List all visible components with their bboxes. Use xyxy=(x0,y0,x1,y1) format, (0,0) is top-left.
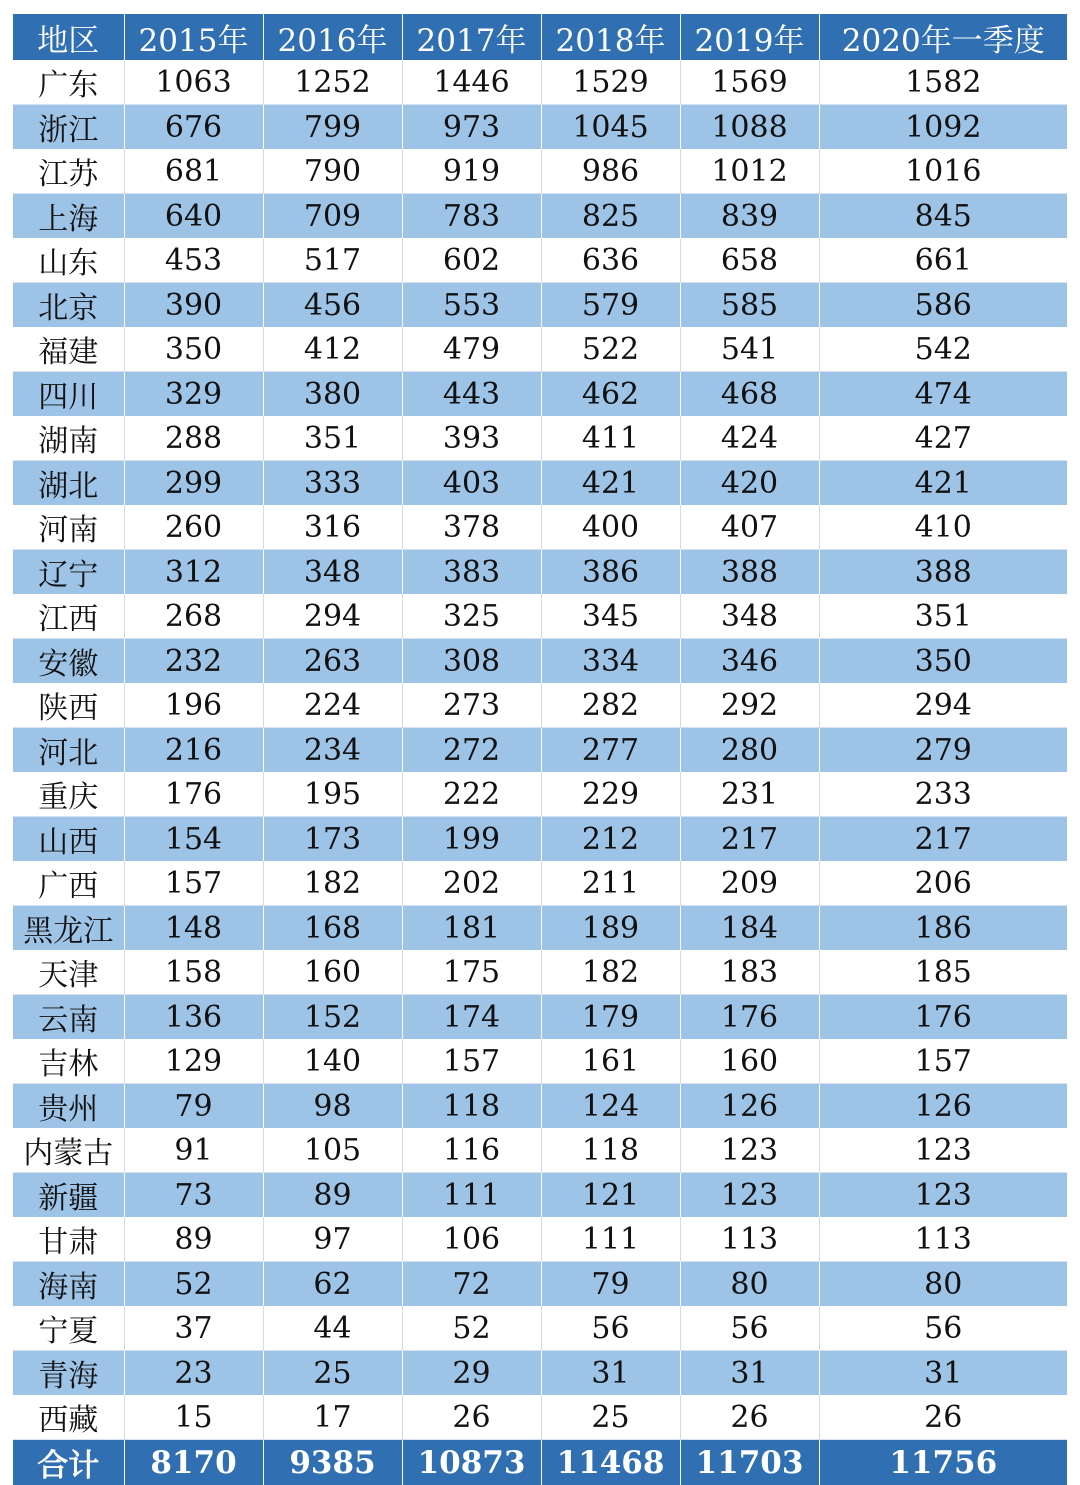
value-cell: 345 xyxy=(541,594,680,639)
value-cell: 56 xyxy=(541,1306,680,1351)
value-cell: 157 xyxy=(124,861,263,906)
table-row xyxy=(13,60,1067,105)
value-cell: 17 xyxy=(263,1395,402,1440)
region-cell: 西藏 xyxy=(13,1395,124,1440)
value-cell: 346 xyxy=(680,639,819,684)
value-cell: 919 xyxy=(402,149,541,194)
value-cell: 79 xyxy=(541,1262,680,1307)
value-cell: 709 xyxy=(263,194,402,239)
value-cell: 152 xyxy=(263,995,402,1040)
value-cell: 825 xyxy=(541,194,680,239)
value-cell: 211 xyxy=(541,861,680,906)
value-cell: 263 xyxy=(263,639,402,684)
value-cell: 541 xyxy=(680,327,819,372)
value-cell: 292 xyxy=(680,683,819,728)
value-cell: 123 xyxy=(680,1128,819,1173)
value-cell: 140 xyxy=(263,1039,402,1084)
value-cell: 31 xyxy=(541,1351,680,1396)
value-cell: 129 xyxy=(124,1039,263,1084)
value-cell: 56 xyxy=(819,1306,1067,1351)
value-cell: 1092 xyxy=(819,105,1067,150)
region-cell: 山西 xyxy=(13,817,124,862)
value-cell: 31 xyxy=(680,1351,819,1396)
value-cell: 98 xyxy=(263,1084,402,1129)
value-cell: 31 xyxy=(819,1351,1067,1396)
table-row xyxy=(13,772,1067,817)
value-cell: 676 xyxy=(124,105,263,150)
value-cell: 157 xyxy=(402,1039,541,1084)
value-cell: 288 xyxy=(124,416,263,461)
value-cell: 121 xyxy=(541,1173,680,1218)
value-cell: 199 xyxy=(402,817,541,862)
value-cell: 106 xyxy=(402,1217,541,1262)
total-label-cell: 合计 xyxy=(13,1440,124,1485)
value-cell: 420 xyxy=(680,461,819,506)
value-cell: 126 xyxy=(680,1084,819,1129)
value-cell: 348 xyxy=(680,594,819,639)
value-cell: 386 xyxy=(541,550,680,595)
value-cell: 658 xyxy=(680,238,819,283)
value-cell: 154 xyxy=(124,817,263,862)
value-cell: 15 xyxy=(124,1395,263,1440)
value-cell: 118 xyxy=(402,1084,541,1129)
value-cell: 160 xyxy=(680,1039,819,1084)
table-row xyxy=(13,1351,1067,1396)
value-cell: 388 xyxy=(819,550,1067,595)
table-row xyxy=(13,1217,1067,1262)
value-cell: 124 xyxy=(541,1084,680,1129)
value-cell: 212 xyxy=(541,817,680,862)
value-cell: 350 xyxy=(124,327,263,372)
table-row xyxy=(13,1173,1067,1218)
value-cell: 553 xyxy=(402,283,541,328)
total-value-cell: 10873 xyxy=(402,1440,541,1485)
value-cell: 282 xyxy=(541,683,680,728)
table-row xyxy=(13,594,1067,639)
table-row xyxy=(13,728,1067,773)
value-cell: 845 xyxy=(819,194,1067,239)
region-cell: 山东 xyxy=(13,238,124,283)
value-cell: 268 xyxy=(124,594,263,639)
value-cell: 1016 xyxy=(819,149,1067,194)
value-cell: 407 xyxy=(680,505,819,550)
value-cell: 421 xyxy=(819,461,1067,506)
region-cell: 内蒙古 xyxy=(13,1128,124,1173)
value-cell: 427 xyxy=(819,416,1067,461)
value-cell: 479 xyxy=(402,327,541,372)
value-cell: 217 xyxy=(680,817,819,862)
table-row xyxy=(13,861,1067,906)
value-cell: 52 xyxy=(402,1306,541,1351)
value-cell: 91 xyxy=(124,1128,263,1173)
region-cell: 河南 xyxy=(13,505,124,550)
value-cell: 522 xyxy=(541,327,680,372)
table-row xyxy=(13,149,1067,194)
region-cell: 青海 xyxy=(13,1351,124,1396)
region-cell: 福建 xyxy=(13,327,124,372)
value-cell: 312 xyxy=(124,550,263,595)
value-cell: 602 xyxy=(402,238,541,283)
table-row xyxy=(13,283,1067,328)
value-cell: 474 xyxy=(819,372,1067,417)
value-cell: 1446 xyxy=(402,60,541,105)
value-cell: 421 xyxy=(541,461,680,506)
value-cell: 113 xyxy=(819,1217,1067,1262)
value-cell: 351 xyxy=(819,594,1067,639)
value-cell: 681 xyxy=(124,149,263,194)
region-cell: 宁夏 xyxy=(13,1306,124,1351)
value-cell: 1582 xyxy=(819,60,1067,105)
value-cell: 1012 xyxy=(680,149,819,194)
value-cell: 308 xyxy=(402,639,541,684)
value-cell: 229 xyxy=(541,772,680,817)
value-cell: 196 xyxy=(124,683,263,728)
header-cell-year: 2019年 xyxy=(680,14,819,60)
value-cell: 105 xyxy=(263,1128,402,1173)
value-cell: 52 xyxy=(124,1262,263,1307)
value-cell: 224 xyxy=(263,683,402,728)
value-cell: 185 xyxy=(819,950,1067,995)
table-row xyxy=(13,1395,1067,1440)
header-row xyxy=(13,14,1067,60)
value-cell: 186 xyxy=(819,906,1067,951)
value-cell: 1045 xyxy=(541,105,680,150)
value-cell: 325 xyxy=(402,594,541,639)
table-row xyxy=(13,238,1067,283)
value-cell: 79 xyxy=(124,1084,263,1129)
value-cell: 586 xyxy=(819,283,1067,328)
region-cell: 河北 xyxy=(13,728,124,773)
value-cell: 26 xyxy=(680,1395,819,1440)
value-cell: 277 xyxy=(541,728,680,773)
value-cell: 62 xyxy=(263,1262,402,1307)
region-cell: 江西 xyxy=(13,594,124,639)
value-cell: 136 xyxy=(124,995,263,1040)
region-cell: 陕西 xyxy=(13,683,124,728)
value-cell: 189 xyxy=(541,906,680,951)
value-cell: 216 xyxy=(124,728,263,773)
value-cell: 234 xyxy=(263,728,402,773)
value-cell: 181 xyxy=(402,906,541,951)
value-cell: 26 xyxy=(819,1395,1067,1440)
header-cell-year: 2018年 xyxy=(541,14,680,60)
value-cell: 973 xyxy=(402,105,541,150)
table-row xyxy=(13,461,1067,506)
value-cell: 89 xyxy=(263,1173,402,1218)
value-cell: 783 xyxy=(402,194,541,239)
value-cell: 233 xyxy=(819,772,1067,817)
table-row xyxy=(13,639,1067,684)
value-cell: 585 xyxy=(680,283,819,328)
table-row xyxy=(13,416,1067,461)
table-row xyxy=(13,1039,1067,1084)
value-cell: 222 xyxy=(402,772,541,817)
value-cell: 333 xyxy=(263,461,402,506)
value-cell: 348 xyxy=(263,550,402,595)
region-cell: 天津 xyxy=(13,950,124,995)
region-cell: 新疆 xyxy=(13,1173,124,1218)
value-cell: 126 xyxy=(819,1084,1067,1129)
value-cell: 160 xyxy=(263,950,402,995)
value-cell: 383 xyxy=(402,550,541,595)
total-value-cell: 11468 xyxy=(541,1440,680,1485)
region-cell: 安徽 xyxy=(13,639,124,684)
value-cell: 176 xyxy=(680,995,819,1040)
value-cell: 184 xyxy=(680,906,819,951)
value-cell: 217 xyxy=(819,817,1067,862)
value-cell: 97 xyxy=(263,1217,402,1262)
value-cell: 173 xyxy=(263,817,402,862)
region-cell: 甘肃 xyxy=(13,1217,124,1262)
table-row xyxy=(13,505,1067,550)
value-cell: 206 xyxy=(819,861,1067,906)
table-row xyxy=(13,327,1067,372)
value-cell: 73 xyxy=(124,1173,263,1218)
value-cell: 1252 xyxy=(263,60,402,105)
table-row xyxy=(13,1306,1067,1351)
value-cell: 839 xyxy=(680,194,819,239)
table-row xyxy=(13,372,1067,417)
value-cell: 453 xyxy=(124,238,263,283)
value-cell: 209 xyxy=(680,861,819,906)
value-cell: 123 xyxy=(680,1173,819,1218)
value-cell: 790 xyxy=(263,149,402,194)
table-row xyxy=(13,817,1067,862)
value-cell: 350 xyxy=(819,639,1067,684)
value-cell: 294 xyxy=(819,683,1067,728)
value-cell: 25 xyxy=(263,1351,402,1396)
value-cell: 175 xyxy=(402,950,541,995)
region-cell: 广东 xyxy=(13,60,124,105)
total-value-cell: 8170 xyxy=(124,1440,263,1485)
table-row xyxy=(13,950,1067,995)
table-row xyxy=(13,1084,1067,1129)
table-body xyxy=(13,60,1067,1440)
value-cell: 378 xyxy=(402,505,541,550)
value-cell: 400 xyxy=(541,505,680,550)
value-cell: 299 xyxy=(124,461,263,506)
value-cell: 799 xyxy=(263,105,402,150)
region-cell: 云南 xyxy=(13,995,124,1040)
value-cell: 636 xyxy=(541,238,680,283)
value-cell: 179 xyxy=(541,995,680,1040)
value-cell: 329 xyxy=(124,372,263,417)
value-cell: 161 xyxy=(541,1039,680,1084)
value-cell: 174 xyxy=(402,995,541,1040)
table-footer xyxy=(13,1440,1067,1485)
value-cell: 1088 xyxy=(680,105,819,150)
value-cell: 517 xyxy=(263,238,402,283)
value-cell: 542 xyxy=(819,327,1067,372)
region-cell: 广西 xyxy=(13,861,124,906)
value-cell: 388 xyxy=(680,550,819,595)
header-cell-year: 2016年 xyxy=(263,14,402,60)
region-cell: 湖南 xyxy=(13,416,124,461)
table-row xyxy=(13,194,1067,239)
region-cell: 重庆 xyxy=(13,772,124,817)
header-cell-year: 2020年一季度 xyxy=(819,14,1067,60)
value-cell: 456 xyxy=(263,283,402,328)
region-cell: 四川 xyxy=(13,372,124,417)
value-cell: 640 xyxy=(124,194,263,239)
value-cell: 158 xyxy=(124,950,263,995)
value-cell: 1529 xyxy=(541,60,680,105)
table-row xyxy=(13,105,1067,150)
table-header xyxy=(13,14,1067,60)
region-cell: 吉林 xyxy=(13,1039,124,1084)
value-cell: 123 xyxy=(819,1128,1067,1173)
value-cell: 202 xyxy=(402,861,541,906)
value-cell: 168 xyxy=(263,906,402,951)
value-cell: 272 xyxy=(402,728,541,773)
data-table xyxy=(13,14,1067,1485)
value-cell: 986 xyxy=(541,149,680,194)
value-cell: 661 xyxy=(819,238,1067,283)
value-cell: 424 xyxy=(680,416,819,461)
table-row xyxy=(13,550,1067,595)
region-cell: 浙江 xyxy=(13,105,124,150)
value-cell: 443 xyxy=(402,372,541,417)
value-cell: 80 xyxy=(819,1262,1067,1307)
region-cell: 辽宁 xyxy=(13,550,124,595)
value-cell: 176 xyxy=(819,995,1067,1040)
value-cell: 279 xyxy=(819,728,1067,773)
value-cell: 113 xyxy=(680,1217,819,1262)
table-row xyxy=(13,1128,1067,1173)
total-value-cell: 11756 xyxy=(819,1440,1067,1485)
table-row xyxy=(13,683,1067,728)
value-cell: 72 xyxy=(402,1262,541,1307)
value-cell: 26 xyxy=(402,1395,541,1440)
table-row xyxy=(13,906,1067,951)
value-cell: 410 xyxy=(819,505,1067,550)
region-cell: 贵州 xyxy=(13,1084,124,1129)
region-cell: 北京 xyxy=(13,283,124,328)
value-cell: 80 xyxy=(680,1262,819,1307)
value-cell: 89 xyxy=(124,1217,263,1262)
value-cell: 29 xyxy=(402,1351,541,1396)
value-cell: 148 xyxy=(124,906,263,951)
value-cell: 123 xyxy=(819,1173,1067,1218)
value-cell: 403 xyxy=(402,461,541,506)
value-cell: 116 xyxy=(402,1128,541,1173)
value-cell: 176 xyxy=(124,772,263,817)
header-cell-year: 2017年 xyxy=(402,14,541,60)
value-cell: 1063 xyxy=(124,60,263,105)
value-cell: 183 xyxy=(680,950,819,995)
table-row xyxy=(13,1262,1067,1307)
value-cell: 390 xyxy=(124,283,263,328)
value-cell: 23 xyxy=(124,1351,263,1396)
value-cell: 393 xyxy=(402,416,541,461)
region-cell: 黑龙江 xyxy=(13,906,124,951)
value-cell: 579 xyxy=(541,283,680,328)
value-cell: 1569 xyxy=(680,60,819,105)
value-cell: 118 xyxy=(541,1128,680,1173)
region-cell: 海南 xyxy=(13,1262,124,1307)
value-cell: 44 xyxy=(263,1306,402,1351)
value-cell: 294 xyxy=(263,594,402,639)
value-cell: 280 xyxy=(680,728,819,773)
region-cell: 江苏 xyxy=(13,149,124,194)
value-cell: 316 xyxy=(263,505,402,550)
value-cell: 462 xyxy=(541,372,680,417)
value-cell: 25 xyxy=(541,1395,680,1440)
value-cell: 273 xyxy=(402,683,541,728)
value-cell: 231 xyxy=(680,772,819,817)
total-value-cell: 11703 xyxy=(680,1440,819,1485)
value-cell: 380 xyxy=(263,372,402,417)
value-cell: 37 xyxy=(124,1306,263,1351)
region-cell: 上海 xyxy=(13,194,124,239)
value-cell: 468 xyxy=(680,372,819,417)
value-cell: 232 xyxy=(124,639,263,684)
value-cell: 195 xyxy=(263,772,402,817)
value-cell: 260 xyxy=(124,505,263,550)
value-cell: 111 xyxy=(402,1173,541,1218)
region-cell: 湖北 xyxy=(13,461,124,506)
value-cell: 157 xyxy=(819,1039,1067,1084)
total-row xyxy=(13,1440,1067,1485)
total-value-cell: 9385 xyxy=(263,1440,402,1485)
header-cell-year: 2015年 xyxy=(124,14,263,60)
value-cell: 111 xyxy=(541,1217,680,1262)
value-cell: 411 xyxy=(541,416,680,461)
header-cell-region: 地区 xyxy=(13,14,124,60)
table-row xyxy=(13,995,1067,1040)
value-cell: 182 xyxy=(541,950,680,995)
value-cell: 412 xyxy=(263,327,402,372)
value-cell: 56 xyxy=(680,1306,819,1351)
value-cell: 334 xyxy=(541,639,680,684)
value-cell: 351 xyxy=(263,416,402,461)
value-cell: 182 xyxy=(263,861,402,906)
